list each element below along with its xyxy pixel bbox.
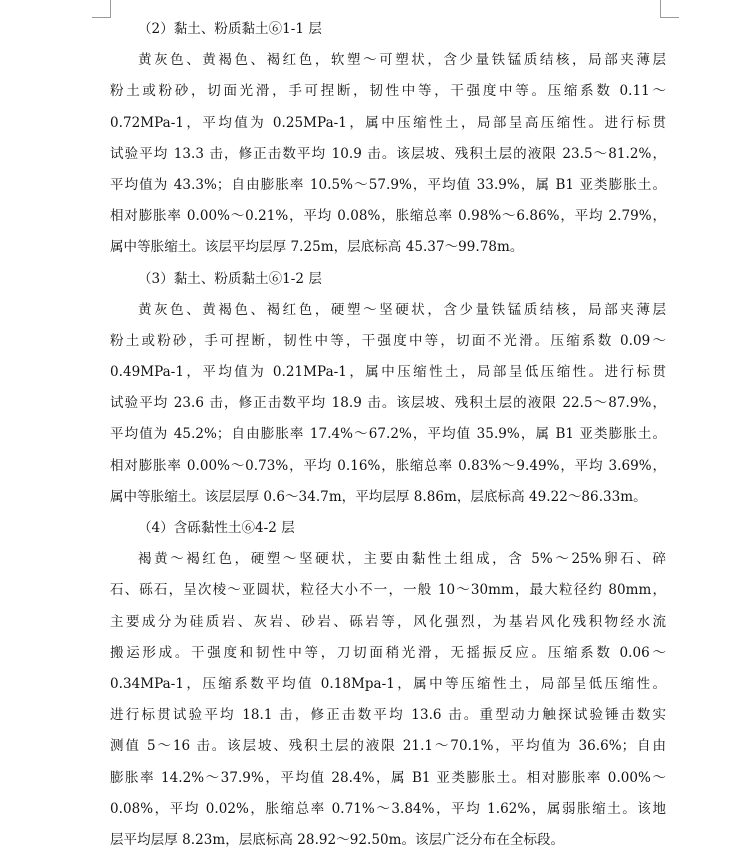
paragraph-line: 黄灰色、黄褐色、褐红色，硬塑～坚硬状，含少量铁锰质结核，局部夹薄层 <box>138 301 666 318</box>
paragraph-line: 0.72MPa-1，平均值为 0.25MPa-1，属中压缩性土，局部呈高压缩性。进行标贯 <box>110 114 666 131</box>
paragraph-line: 层平均层厚 8.23m，层底标高 28.92～92.50m。该层广泛分布在全标段。 <box>110 831 565 848</box>
paragraph-line: 相对膨胀率 0.00%～0.73%，平均 0.16%，胀缩总率 0.83%～9.49%，平均 3.69%， <box>110 457 666 474</box>
paragraph-line: 属中等胀缩土。该层层厚 0.6～34.7m，平均层厚 8.86m，层底标高 49.22～86.33m。 <box>110 488 647 505</box>
section-heading: （3）黏土、粉质黏土⑥1-2 层 <box>138 270 322 287</box>
paragraph-line: 0.49MPa-1，平均值为 0.21MPa-1，属中压缩性土，局部呈低压缩性。进行标贯 <box>110 364 666 381</box>
paragraph-line: 0.08%，平均 0.02%，胀缩总率 0.71%～3.84%，平均 1.62%，属弱胀缩土。该地 <box>110 800 666 817</box>
paragraph-line: 进行标贯试验平均 18.1 击，修正击数平均 13.6 击。重型动力触探试验锤击数实 <box>110 707 666 724</box>
paragraph-line: 褐黄～褐红色，硬塑～坚硬状，主要由黏性土组成，含 5%～25%卵石、碎 <box>138 551 666 568</box>
paragraph-line: 主要成分为硅质岩、灰岩、砂岩、砾岩等，风化强烈，为基岩风化残积物经水流 <box>110 613 666 630</box>
paragraph-line: 膨胀率 14.2%～37.9%，平均值 28.4%，属 B1 亚类膨胀土。相对膨胀率 0.00%～ <box>110 769 666 786</box>
section-heading: （2）黏土、粉质黏土⑥1-1 层 <box>138 21 322 37</box>
paragraph-line: 试验平均 13.3 击，修正击数平均 10.9 击。该层坡、残积土层的液限 23.5～81.2%， <box>110 145 666 162</box>
paragraph-line: 平均值为 45.2%；自由膨胀率 17.4%～67.2%，平均值 35.9%，属 B1 亚类膨胀土。 <box>110 426 666 443</box>
document-body <box>110 14 666 856</box>
paragraph-line: 黄灰色、黄褐色、褐红色，软塑～可塑状，含少量铁锰质结核，局部夹薄层 <box>138 52 666 69</box>
section-heading: （4）含砾黏性土⑥4-2 层 <box>138 520 295 536</box>
paragraph-line: 石、砾石，呈次棱～亚圆状，粒径大小不一，一般 10～30mm，最大粒径约 80mm， <box>110 582 666 599</box>
paragraph-line: 粉土或粉砂，手可捏断，韧性中等，干强度中等，切面不光滑。压缩系数 0.09～ <box>110 332 666 349</box>
paragraph-line: 搬运形成。干强度和韧性中等，刀切面稍光滑，无摇振反应。压缩系数 0.06～ <box>110 644 666 661</box>
paragraph-line: 平均值为 43.3%；自由膨胀率 10.5%～57.9%，平均值 33.9%，属 B1 亚类膨胀土。 <box>110 176 666 193</box>
paragraph-line: 0.34MPa-1，压缩系数平均值 0.18Mpa-1，属中等压缩性土，局部呈低压缩性。 <box>110 675 666 692</box>
paragraph-line: 属中等胀缩土。该层平均层厚 7.25m，层底标高 45.37～99.78m。 <box>110 239 524 256</box>
page-corner-mark-left <box>92 17 111 18</box>
paragraph-line: 粉土或粉砂，切面光滑，手可捏断，韧性中等，干强度中等。压缩系数 0.11～ <box>110 83 666 100</box>
paragraph-line: 相对膨胀率 0.00%～0.21%，平均 0.08%，胀缩总率 0.98%～6.86%，平均 2.79%， <box>110 208 666 225</box>
paragraph-line: 测值 5～16 击。该层坡、残积土层的液限 21.1～70.1%，平均值为 36.6%；自由 <box>110 738 666 755</box>
paragraph-line: 试验平均 23.6 击，修正击数平均 18.9 击。该层坡、残积土层的液限 22.5～87.9%， <box>110 395 666 412</box>
